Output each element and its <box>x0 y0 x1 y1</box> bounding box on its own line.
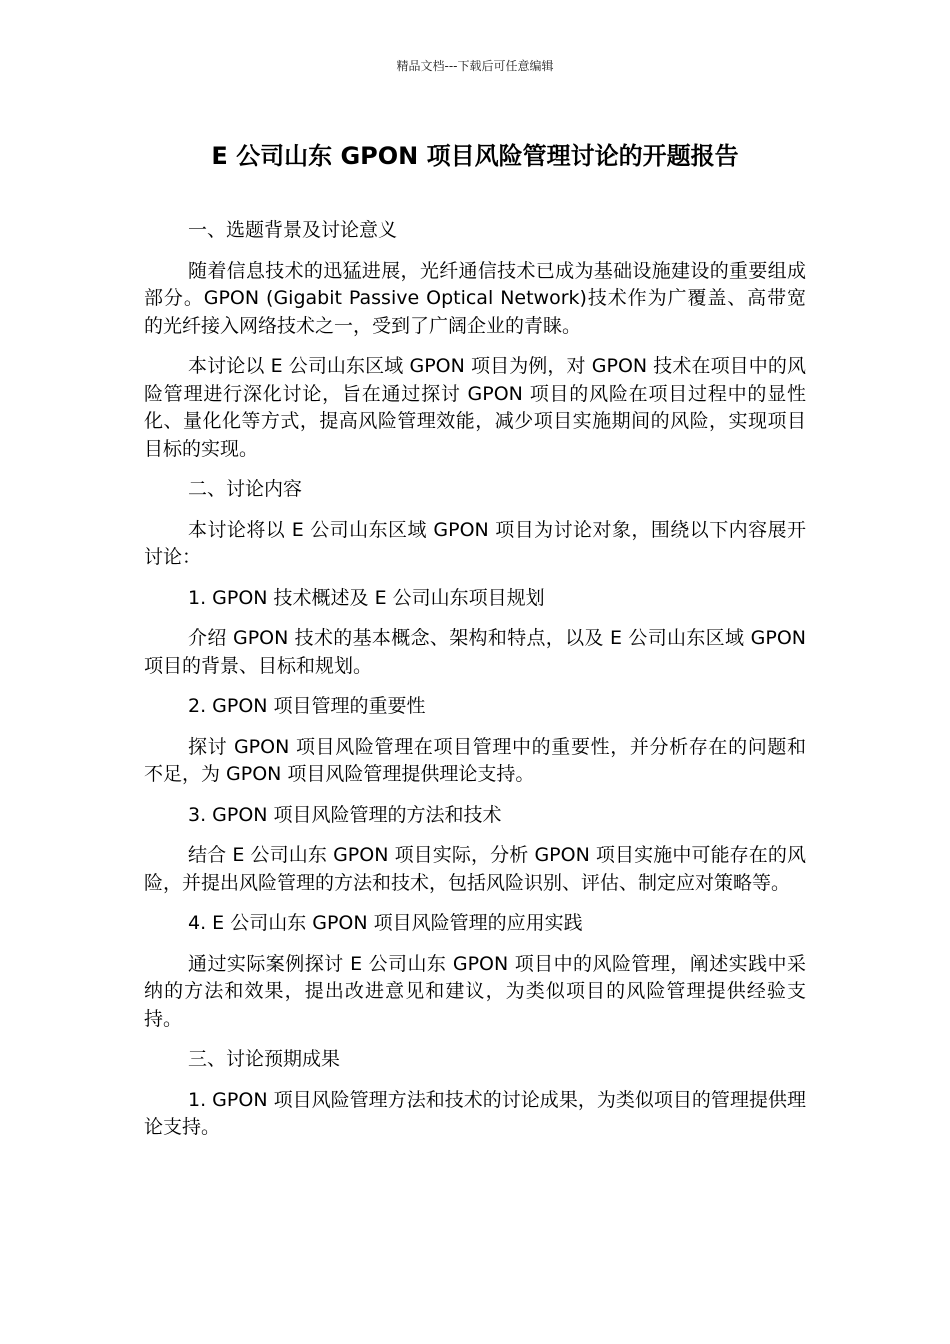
paragraph-content-intro: 本讨论将以 E 公司山东区域 GPON 项目为讨论对象，围绕以下内容展开讨论： <box>144 518 806 568</box>
item-paragraph-4: 通过实际案例探讨 E 公司山东 GPON 项目中的风险管理，阐述实践中采纳的方法和效果，提出改进意见和建议，为类似项目的风险管理提供经验支持。 <box>144 952 806 1030</box>
outcome-item-1: 1. GPON 项目风险管理方法和技术的讨论成果，为类似项目的管理提供理论支持。 <box>144 1088 806 1138</box>
item-paragraph-3: 结合 E 公司山东 GPON 项目实际，分析 GPON 项目实施中可能存在的风险，并提出风险管理的方法和技术，包括风险识别、评估、制定应对策略等。 <box>144 844 806 894</box>
item-heading-1: 1. GPON 技术概述及 E 公司山东项目规划 <box>188 586 545 609</box>
header-note: 精品文档---下载后可任意编辑 <box>396 59 554 73</box>
document-body <box>144 217 806 1155</box>
section-heading-background: 一、选题背景及讨论意义 <box>188 219 398 241</box>
item-heading-4: 4. E 公司山东 GPON 项目风险管理的应用实践 <box>188 912 583 934</box>
paragraph-purpose: 本讨论以 E 公司山东区域 GPON 项目为例，对 GPON 技术在项目中的风险管理进行深化讨论，旨在通过探讨 GPON 项目的风险在项目过程中的显性化、量化化等方式，提高风险管理效能，减少项目实施期间的风险，实现项目目标的实现。 <box>144 355 806 460</box>
item-paragraph-2: 探讨 GPON 项目风险管理在项目管理中的重要性，并分析存在的问题和不足，为 GPON 项目风险管理提供理论支持。 <box>144 735 806 785</box>
item-paragraph-1: 介绍 GPON 技术的基本概念、架构和特点，以及 E 公司山东区域 GPON 项目的背景、目标和规划。 <box>144 627 806 677</box>
section-heading-outcomes: 三、讨论预期成果 <box>188 1048 341 1070</box>
item-heading-3: 3. GPON 项目风险管理的方法和技术 <box>188 803 502 826</box>
paragraph-background: 随着信息技术的迅猛进展，光纤通信技术已成为基础设施建设的重要组成部分。GPON (Gigabit Passive Optical Network)技术作为广覆盖、高带宽的光纤接入网络技术之一，受到了广阔企业的青睐。 <box>144 259 806 337</box>
document-title: E 公司山东 GPON 项目风险管理讨论的开题报告 <box>211 142 739 170</box>
item-heading-2: 2. GPON 项目管理的重要性 <box>188 695 426 717</box>
section-heading-content: 二、讨论内容 <box>188 478 303 500</box>
